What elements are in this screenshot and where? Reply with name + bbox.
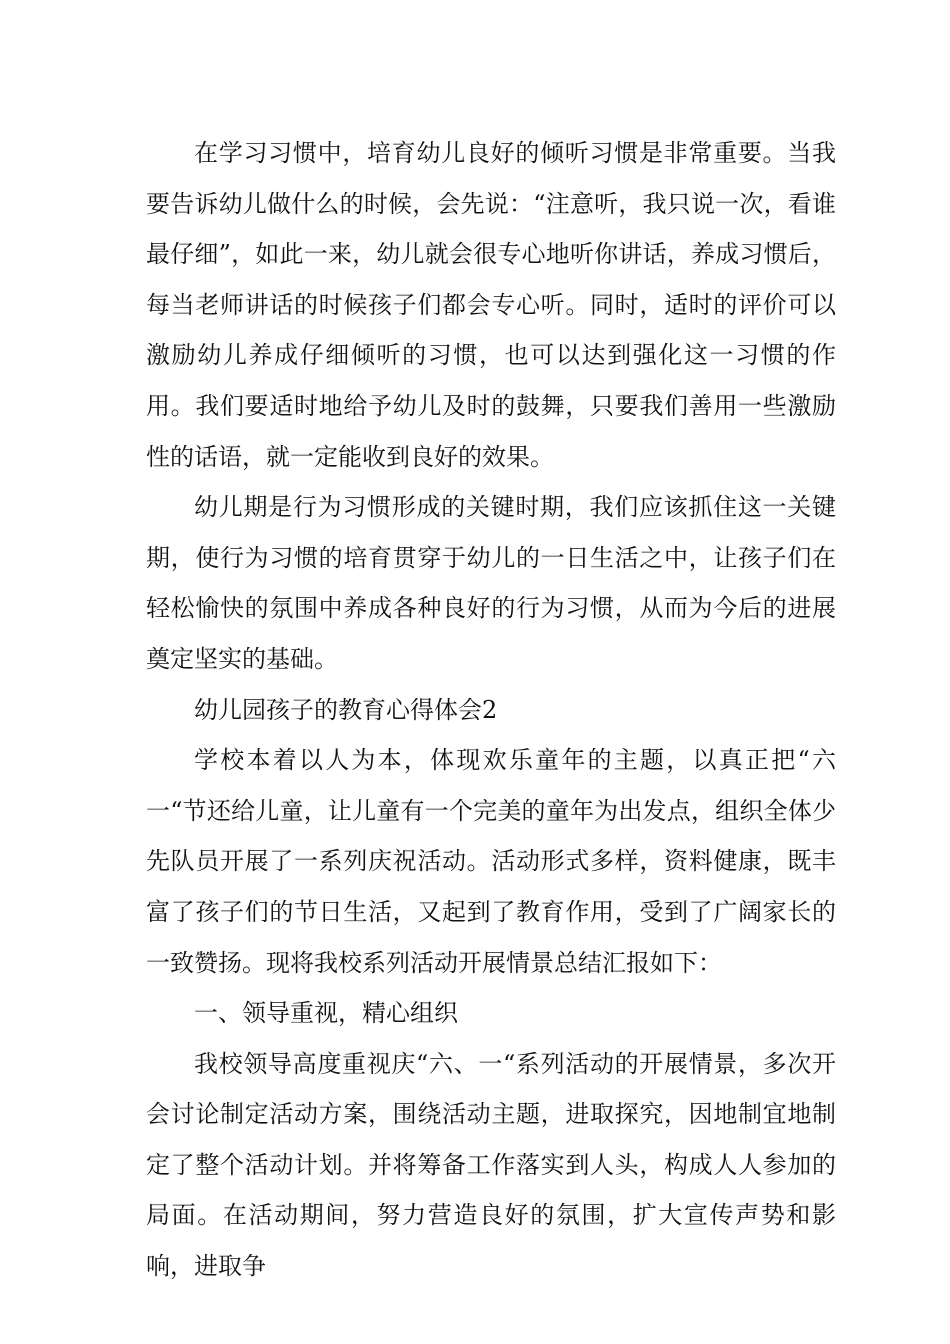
section-heading-2: 幼儿园孩子的教育心得体会2 <box>194 695 498 724</box>
subheading-leadership: 一、领导重视，精心组织 <box>194 999 458 1028</box>
paragraph-key-period: 幼儿期是行为习惯形成的关键时期，我们应该抓住这一关键期，使行为习惯的培育贯穿于幼儿的一日生活之中，让孩子们在轻松愉快的氛围中养成各种良好的行为习惯，从而为今后的进展奠定坚实的基础。 <box>146 493 836 673</box>
document-page <box>146 128 836 1292</box>
paragraph-leadership: 我校领导高度重视庆“六、一“系列活动的开展情景，多次开会讨论制定活动方案，围绕活动主题，进取探究，因地制宜地制定了整个活动计划。并将筹备工作落实到人头，构成人人参加的局面。在活动期间，努力营造良好的氛围，扩大宣传声势和影响，进取争 <box>146 1049 836 1281</box>
paragraph-listening-habit: 在学习习惯中，培育幼儿良好的倾听习惯是非常重要。当我要告诉幼儿做什么的时候，会先说：“注意听，我只说一次，看谁最仔细”，如此一来，幼儿就会很专心地听你讲话，养成习惯后，每当老师讲话的时候孩子们都会专心听。同时，适时的评价可以激励幼儿养成仔细倾听的习惯，也可以达到强化这一习惯的作用。我们要适时地给予幼儿及时的鼓舞，只要我们善用一些激励性的话语，就一定能收到良好的效果。 <box>146 139 836 471</box>
paragraph-school-activity: 学校本着以人为本，体现欢乐童年的主题，以真正把“六一“节还给儿童，让儿童有一个完美的童年为出发点，组织全体少先队员开展了一系列庆祝活动。活动形式多样，资料健康，既丰富了孩子们的节日生活，又起到了教育作用，受到了广阔家长的一致赞扬。现将我校系列活动开展情景总结汇报如下： <box>146 746 836 977</box>
